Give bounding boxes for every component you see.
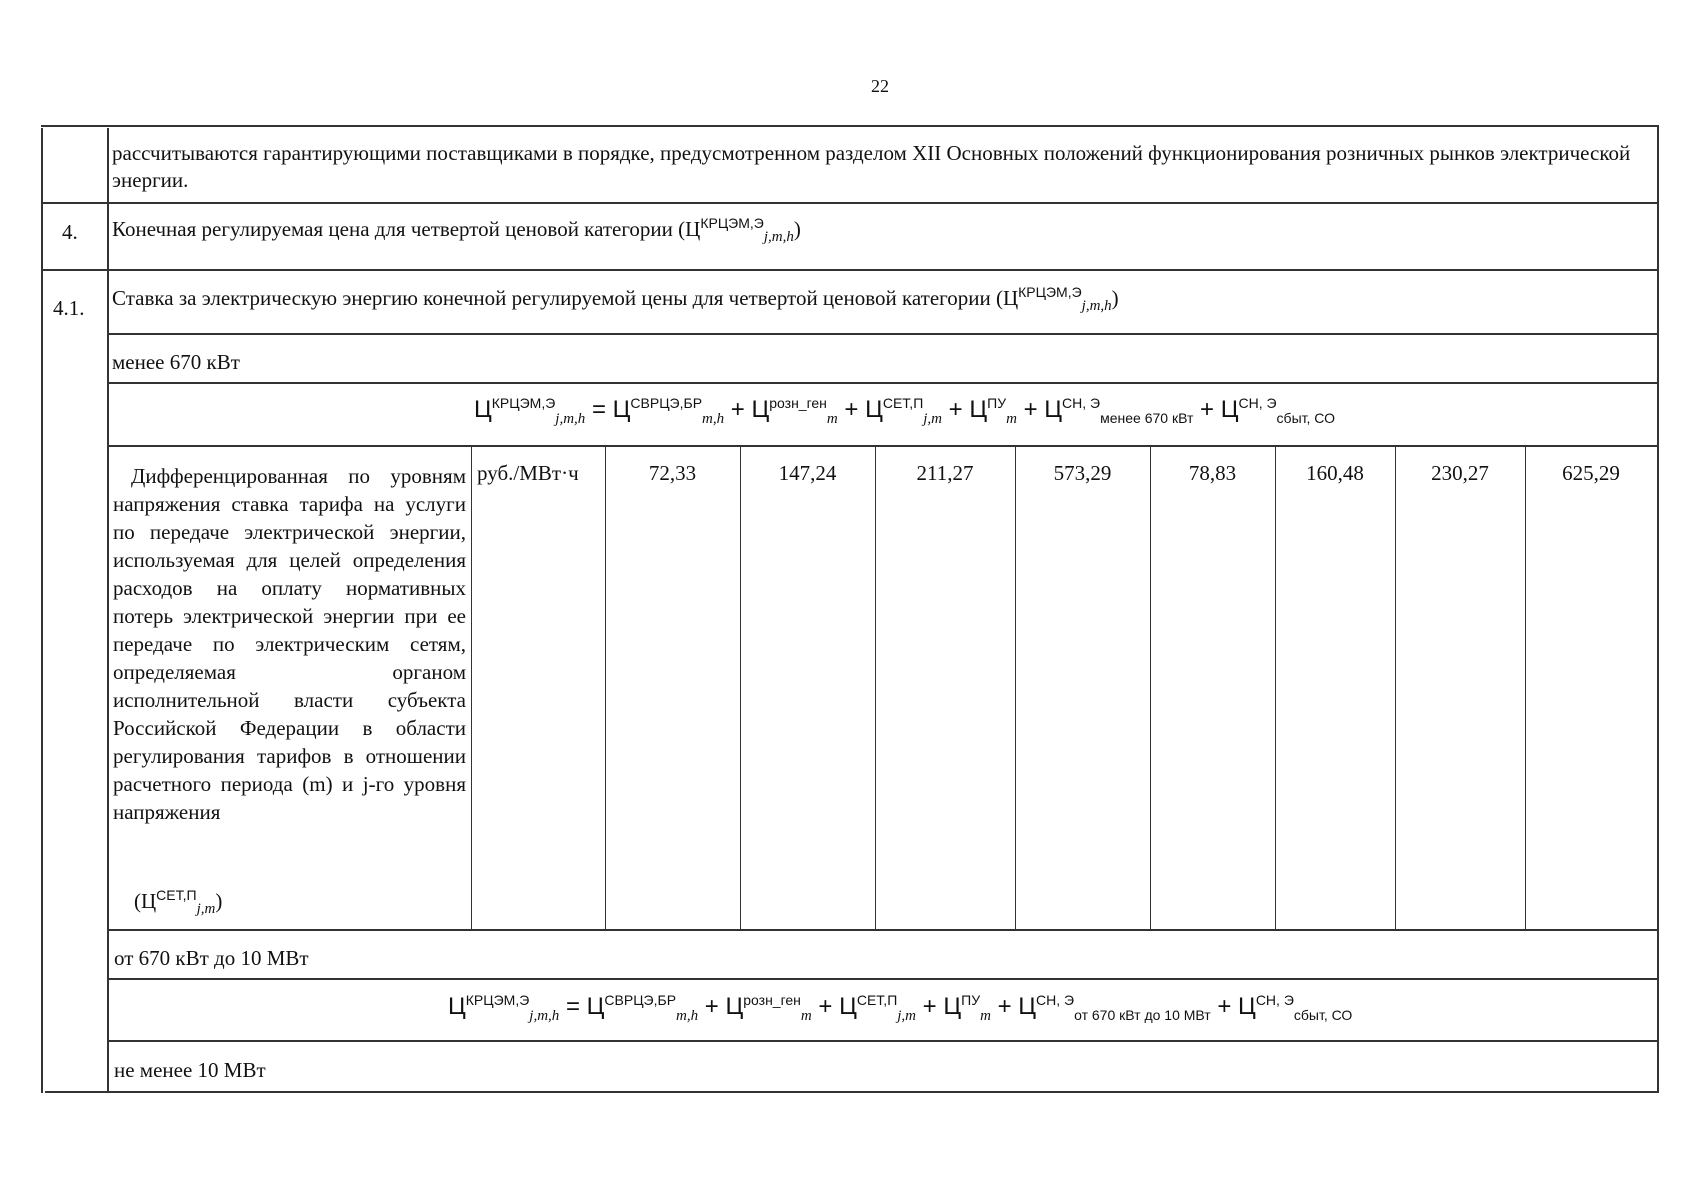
row-number-4: 4. bbox=[62, 220, 78, 244]
tariff-description-text: Дифференцированная по уровням напряжения ставка тарифа на услуги по передаче электрической энергии, используемая для целей определения расходов на оплату нормативных потерь электрической энергии при ее передаче по электрическим сетям, определяемая органом исполнительной власти субъекта Российской Федерации в области регулирования тарифов в отношении расчетного периода (m) и j-го уровня напряжения bbox=[113, 464, 466, 824]
row-4-1-sub: j,m,h bbox=[1081, 298, 1112, 315]
row-number-4-1: 4.1. bbox=[53, 296, 85, 320]
tariff-value: 78,83 bbox=[1188, 461, 1237, 485]
section-label-670-10: от 670 кВт до 10 МВт bbox=[114, 946, 309, 970]
tariff-value: 147,24 bbox=[778, 461, 837, 485]
tariff-symbol-sub: j,m bbox=[196, 901, 216, 918]
tariff-value: 625,29 bbox=[1562, 461, 1620, 485]
tariff-value: 230,27 bbox=[1431, 461, 1489, 485]
row-4-title bbox=[112, 215, 1652, 246]
row-4-1-title bbox=[112, 284, 1652, 315]
tariff-symbol: $(Ц^{СЕТ,П}_{j,m})$ bbox=[134, 887, 223, 918]
tariff-value: 72,33 bbox=[648, 461, 697, 485]
row-4-text: Конечная регулируемая цена для четвертой ценовой категории (Ц bbox=[112, 217, 701, 241]
row-4-close: ) bbox=[793, 217, 801, 241]
tariff-value: 573,29 bbox=[1053, 461, 1112, 485]
section-label-10: не менее 10 МВт bbox=[114, 1058, 266, 1082]
row-4-1-text: Ставка за электрическую энергию конечной регулируемой цены для четвертой ценовой категории (Ц bbox=[112, 286, 1019, 310]
continuation-text: рассчитываются гарантирующими поставщиками в порядке, предусмотренном разделом XII Основных положений функционирования розничных рынков электрической энергии. bbox=[112, 141, 1631, 192]
row-4-1-close: ) bbox=[1111, 286, 1119, 310]
formula-less-670: $Ц^{КРЦЭМ,Э}_{j,m,h} = Ц^{СВРЦЭ,БР}_{m,h} + Ц^{розн\_ген}_m + Ц^{СЕТ,П}_{j,m} + Ц^{ПУ}_m + Ц^{СН, Э}_{менее 670 кВт} + Ц^{СН, Э}_{сбыт, СО}$ bbox=[474, 395, 1335, 427]
row-4-sup: КРЦЭМ,Э bbox=[700, 215, 764, 231]
section-label-less-670: менее 670 кВт bbox=[112, 350, 240, 374]
tariff-value: 211,27 bbox=[916, 461, 974, 485]
tariff-value: 160,48 bbox=[1306, 461, 1364, 485]
tariff-description bbox=[113, 462, 466, 826]
row-4-sub: j,m,h bbox=[763, 229, 794, 246]
tariff-symbol-sup: СЕТ,П bbox=[156, 887, 197, 903]
tariff-unit: руб./МВт·ч bbox=[477, 461, 579, 485]
row-4-1-sup: КРЦЭМ,Э bbox=[1018, 284, 1082, 300]
formula-670-10: $Ц^{КРЦЭМ,Э}_{j,m,h} = Ц^{СВРЦЭ,БР}_{m,h} + Ц^{розн\_ген}_m + Ц^{СЕТ,П}_{j,m} + Ц^{ПУ}_m + Ц^{СН, Э}_{от 670 кВт до 10 МВт} + Ц^{СН, Э}_{сбыт, СО}$ bbox=[448, 992, 1353, 1024]
page-number: 22 bbox=[871, 76, 889, 96]
